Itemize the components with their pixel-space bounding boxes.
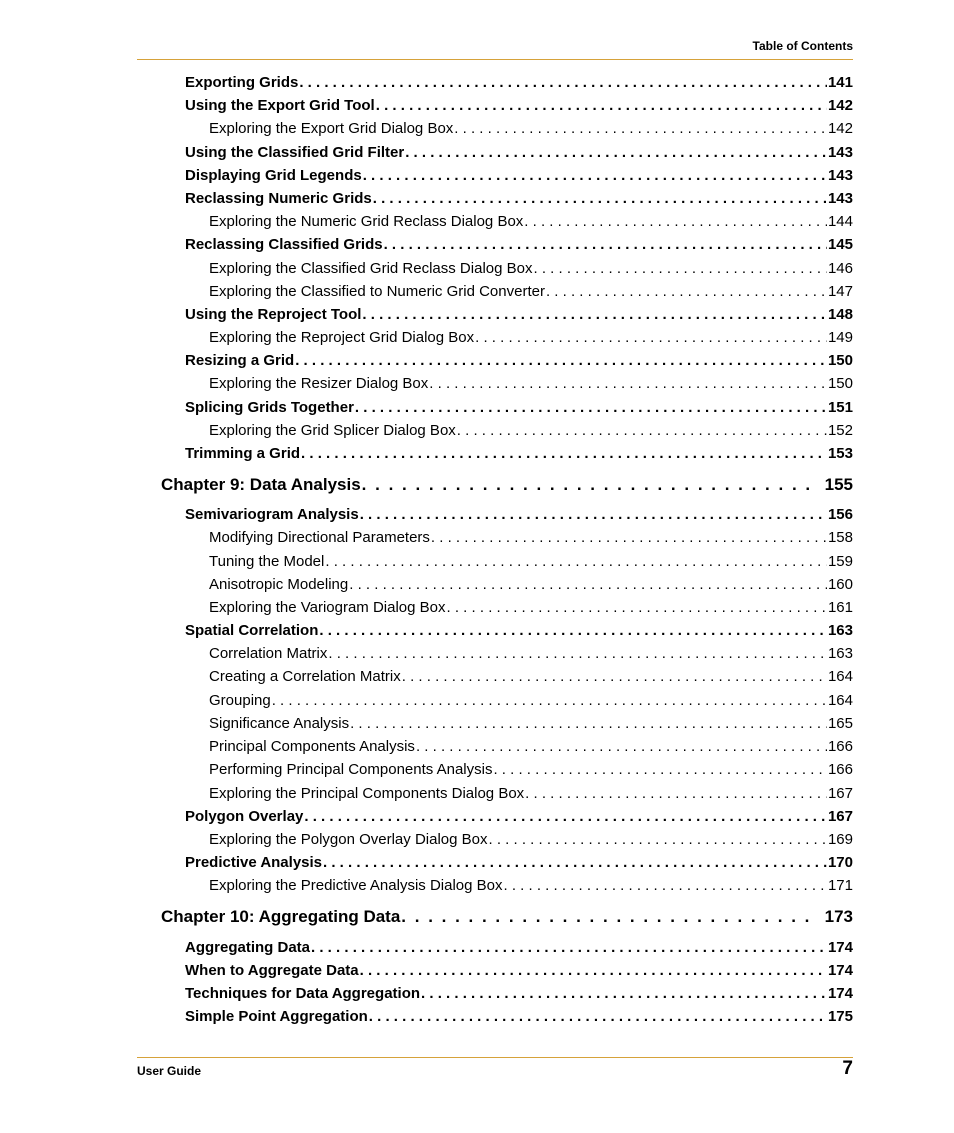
toc-entry[interactable] — [185, 962, 853, 979]
toc-entry-title: Semivariogram Analysis — [185, 506, 359, 523]
toc-entry-page-number: 145 — [827, 236, 853, 253]
toc-entry-page-number: 174 — [827, 985, 853, 1002]
toc-entry-title: Using the Reproject Tool — [185, 306, 362, 323]
toc-entry-title: Splicing Grids Together — [185, 399, 354, 416]
toc-entry[interactable] — [185, 97, 853, 114]
page-number: 7 — [842, 1058, 853, 1079]
toc-entry-title: Using the Export Grid Tool — [185, 97, 375, 114]
toc-leader-dots — [447, 599, 827, 616]
toc-leader-dots — [488, 831, 826, 848]
toc-leader-dots — [325, 553, 827, 570]
toc-leader-dots — [362, 306, 827, 323]
toc-entry-title: Creating a Correlation Matrix — [209, 668, 401, 685]
toc-entry-title: Resizing a Grid — [185, 352, 295, 369]
toc-entry-title: Exploring the Variogram Dialog Box — [209, 599, 446, 616]
toc-entry-page-number: 148 — [827, 306, 853, 323]
toc-entry-page-number: 156 — [827, 506, 853, 523]
toc-entry-title: Predictive Analysis — [185, 854, 323, 871]
toc-entry-title: Anisotropic Modeling — [209, 576, 349, 593]
toc-leader-dots — [503, 877, 826, 894]
toc-entry[interactable] — [209, 785, 853, 802]
toc-entry-page-number: 150 — [827, 375, 853, 392]
toc-leader-dots — [429, 375, 827, 392]
toc-entry[interactable] — [209, 553, 853, 570]
toc-entry[interactable] — [209, 120, 853, 137]
toc-leader-dots — [416, 738, 827, 755]
toc-entry-title: When to Aggregate Data — [185, 962, 359, 979]
toc-entry-title: Grouping — [209, 692, 271, 709]
toc-entry-page-number: 143 — [827, 144, 853, 161]
toc-entry[interactable] — [185, 808, 853, 825]
toc-leader-dots — [431, 529, 827, 546]
toc-entry-title: Significance Analysis — [209, 715, 350, 732]
toc-entry-page-number: 175 — [827, 1008, 853, 1025]
toc-entry[interactable] — [185, 144, 853, 161]
toc-entry[interactable] — [185, 985, 853, 1002]
toc-leader-dots — [311, 939, 827, 956]
toc-entry-title: Exporting Grids — [185, 74, 299, 91]
toc-entry-page-number: 163 — [827, 645, 853, 662]
toc-leader-dots — [328, 645, 827, 662]
toc-entry-title: Exploring the Classified Grid Reclass Dialog Box — [209, 260, 533, 277]
toc-entry-title: Exploring the Classified to Numeric Grid Converter — [209, 283, 545, 300]
toc-entry[interactable] — [185, 236, 853, 253]
toc-entry[interactable] — [209, 761, 853, 778]
toc-leader-dots — [493, 761, 827, 778]
toc-entry[interactable] — [209, 599, 853, 616]
toc-entry[interactable] — [185, 854, 853, 871]
toc-leader-dots — [457, 422, 827, 439]
toc-entry-title: Tuning the Model — [209, 553, 325, 570]
toc-entry-title: Techniques for Data Aggregation — [185, 985, 421, 1002]
toc-entry[interactable] — [209, 375, 853, 392]
toc-entry-title: Chapter 10: Aggregating Data — [161, 907, 401, 926]
toc-entry[interactable] — [209, 283, 853, 300]
toc-entry-page-number: 143 — [827, 190, 853, 207]
toc-chapter-entry[interactable] — [161, 907, 853, 927]
toc-entry-page-number: 147 — [827, 283, 853, 300]
toc-entry[interactable] — [209, 260, 853, 277]
toc-entry[interactable] — [209, 576, 853, 593]
toc-entry-title: Reclassing Classified Grids — [185, 236, 383, 253]
toc-chapter-entry[interactable] — [161, 475, 853, 495]
toc-entry-title: Exploring the Polygon Overlay Dialog Box — [209, 831, 488, 848]
toc-entry-title: Exploring the Principal Components Dialog Box — [209, 785, 525, 802]
toc-leader-dots — [299, 74, 827, 91]
toc-entry-page-number: 152 — [827, 422, 853, 439]
toc-entry[interactable] — [209, 213, 853, 230]
toc-entry-page-number: 151 — [827, 399, 853, 416]
toc-entry-page-number: 169 — [827, 831, 853, 848]
toc-entry[interactable] — [209, 529, 853, 546]
toc-entry-page-number: 167 — [827, 808, 853, 825]
toc-entry-title: Simple Point Aggregation — [185, 1008, 368, 1025]
toc-entry-title: Performing Principal Components Analysis — [209, 761, 493, 778]
toc-entry[interactable] — [185, 506, 853, 523]
toc-entry-page-number: 166 — [827, 761, 853, 778]
toc-leader-dots — [525, 785, 827, 802]
toc-entry[interactable] — [209, 738, 853, 755]
toc-entry[interactable] — [185, 399, 853, 416]
toc-entry-page-number: 149 — [827, 329, 853, 346]
toc-entry-page-number: 174 — [827, 939, 853, 956]
toc-leader-dots — [319, 622, 827, 639]
toc-entry-page-number: 142 — [827, 120, 853, 137]
footer-divider — [137, 1057, 853, 1058]
toc-entry-page-number: 173 — [824, 907, 853, 926]
toc-entry-page-number: 165 — [827, 715, 853, 732]
toc-entry-page-number: 164 — [827, 668, 853, 685]
toc-leader-dots — [546, 283, 827, 300]
toc-entry[interactable] — [209, 715, 853, 732]
toc-leader-dots — [533, 260, 826, 277]
toc-entry-title: Using the Classified Grid Filter — [185, 144, 405, 161]
toc-entry-page-number: 160 — [827, 576, 853, 593]
toc-entry[interactable] — [185, 167, 853, 184]
toc-entry-title: Reclassing Numeric Grids — [185, 190, 372, 207]
toc-leader-dots — [295, 352, 827, 369]
toc-entry-title: Aggregating Data — [185, 939, 311, 956]
toc-entry-page-number: 159 — [827, 553, 853, 570]
toc-entry-title: Exploring the Export Grid Dialog Box — [209, 120, 454, 137]
toc-leader-dots — [421, 985, 827, 1002]
toc-leader-dots — [360, 506, 827, 523]
footer-document-name: User Guide — [137, 1064, 202, 1078]
toc-entry[interactable] — [209, 692, 853, 709]
toc-leader-dots — [355, 399, 827, 416]
toc-entry-title: Principal Components Analysis — [209, 738, 415, 755]
toc-entry-title: Exploring the Numeric Grid Reclass Dialog Box — [209, 213, 524, 230]
toc-entry[interactable] — [209, 329, 853, 346]
toc-entry-page-number: 153 — [827, 445, 853, 462]
toc-entry-title: Trimming a Grid — [185, 445, 301, 462]
toc-entry-page-number: 174 — [827, 962, 853, 979]
toc-entry[interactable] — [185, 74, 853, 91]
toc-leader-dots — [349, 576, 827, 593]
toc-leader-dots — [301, 445, 827, 462]
toc-entry-page-number: 150 — [827, 352, 853, 369]
toc-entry-title: Exploring the Predictive Analysis Dialog Box — [209, 877, 503, 894]
toc-leader-dots — [369, 1008, 827, 1025]
running-header-title: Table of Contents — [752, 39, 853, 53]
toc-entry-page-number: 146 — [827, 260, 853, 277]
toc-entry-page-number: 158 — [827, 529, 853, 546]
toc-leader-dots — [401, 907, 817, 927]
toc-entry[interactable] — [185, 445, 853, 462]
toc-entry-page-number: 170 — [827, 854, 853, 871]
toc-entry-page-number: 163 — [827, 622, 853, 639]
toc-entry[interactable] — [185, 306, 853, 323]
toc-entry-page-number: 155 — [824, 475, 853, 494]
toc-entry-title: Exploring the Grid Splicer Dialog Box — [209, 422, 456, 439]
toc-leader-dots — [323, 854, 827, 871]
toc-entry-page-number: 161 — [827, 599, 853, 616]
toc-entry-page-number: 171 — [827, 877, 853, 894]
toc-leader-dots — [475, 329, 827, 346]
toc-leader-dots — [360, 962, 827, 979]
toc-entry-title: Exploring the Reproject Grid Dialog Box — [209, 329, 475, 346]
toc-entry-page-number: 141 — [827, 74, 853, 91]
toc-entry[interactable] — [209, 422, 853, 439]
toc-entry-title: Chapter 9: Data Analysis — [161, 475, 361, 494]
toc-leader-dots — [363, 167, 827, 184]
toc-entry-page-number: 143 — [827, 167, 853, 184]
toc-entry-title: Exploring the Resizer Dialog Box — [209, 375, 429, 392]
toc-entry[interactable] — [185, 622, 853, 639]
toc-leader-dots — [373, 190, 827, 207]
toc-entry-title: Polygon Overlay — [185, 808, 304, 825]
toc-leader-dots — [350, 715, 827, 732]
toc-entry-title: Correlation Matrix — [209, 645, 328, 662]
toc-leader-dots — [405, 144, 827, 161]
toc-entry[interactable] — [185, 190, 853, 207]
toc-entry-page-number: 164 — [827, 692, 853, 709]
toc-leader-dots — [454, 120, 827, 137]
toc-entry[interactable] — [185, 352, 853, 369]
toc-entry[interactable] — [209, 831, 853, 848]
toc-leader-dots — [272, 692, 827, 709]
toc-entry[interactable] — [185, 939, 853, 956]
toc-entry-page-number: 167 — [827, 785, 853, 802]
toc-leader-dots — [376, 97, 827, 114]
toc-leader-dots — [362, 475, 818, 495]
toc-entry-title: Modifying Directional Parameters — [209, 529, 430, 546]
toc-entry-page-number: 166 — [827, 738, 853, 755]
toc-entry[interactable] — [185, 1008, 853, 1025]
toc-entry[interactable] — [209, 668, 853, 685]
toc-leader-dots — [384, 236, 827, 253]
toc-entry[interactable] — [209, 645, 853, 662]
toc-leader-dots — [524, 213, 827, 230]
toc-entry-page-number: 142 — [827, 97, 853, 114]
toc-entry[interactable] — [209, 877, 853, 894]
toc-leader-dots — [402, 668, 827, 685]
toc-entry-page-number: 144 — [827, 213, 853, 230]
toc-leader-dots — [304, 808, 827, 825]
toc-entry-title: Displaying Grid Legends — [185, 167, 362, 184]
toc-entry-title: Spatial Correlation — [185, 622, 319, 639]
